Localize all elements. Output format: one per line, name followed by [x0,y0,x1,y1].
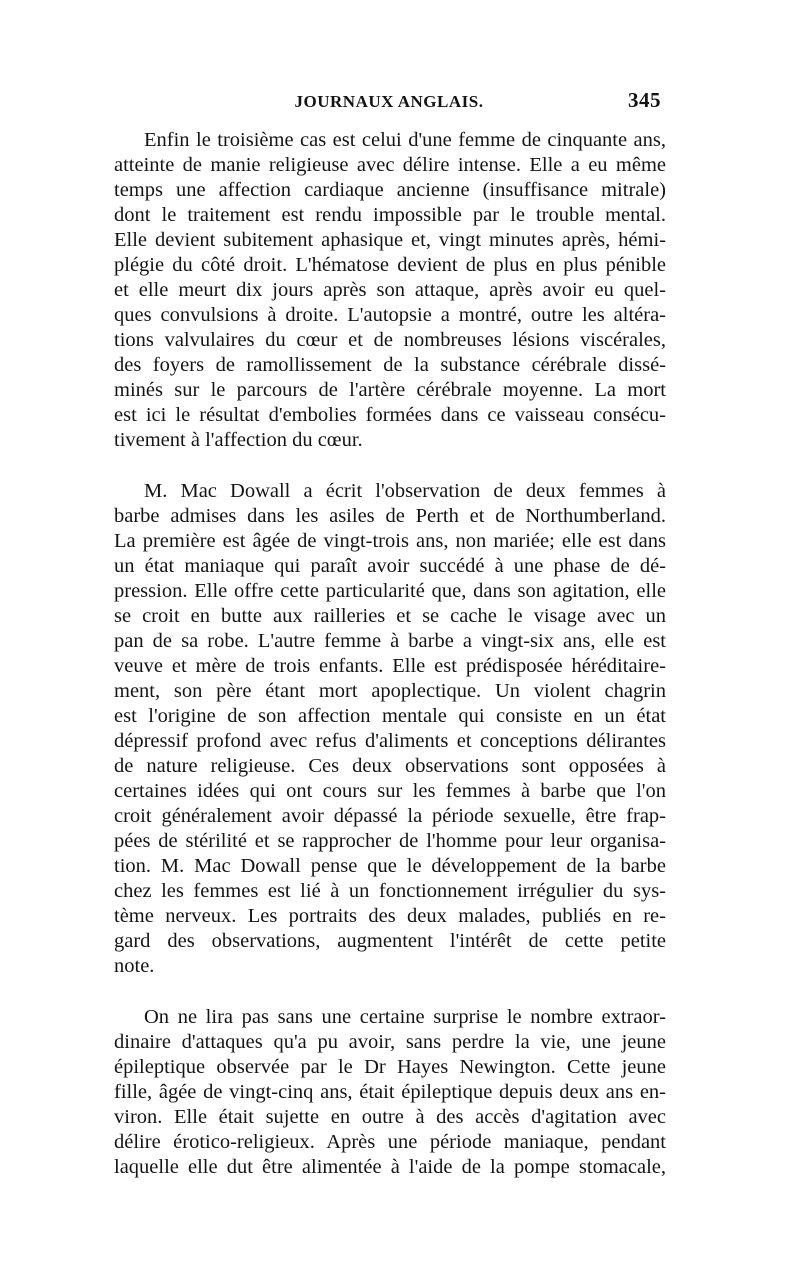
text-line: de nature religieuse. Ces deux observations sont opposées à [114,755,666,777]
text-line: délire érotico-religieux. Après une période maniaque, pendant [114,1131,666,1153]
text-line: temps une affection cardiaque ancienne (insuffisance mitrale) [114,179,666,201]
text-line: pan de sa robe. L'autre femme à barbe a vingt-six ans, elle est [114,630,666,652]
text-line: M. Mac Dowall a écrit l'observation de deux femmes à [144,480,666,502]
running-header [115,90,663,116]
text-line: barbe admises dans les asiles de Perth et de Northumberland. [114,505,666,527]
text-line: note. [114,955,155,977]
paragraph-3 [114,1005,666,1180]
text-line: se croit en butte aux railleries et se cache le visage avec un [114,605,666,627]
text-line: dont le traitement est rendu impossible par le trouble mental. [114,204,666,226]
text-line: pées de stérilité et se rapprocher de l'homme pour leur organisa- [114,830,666,852]
text-line: atteinte de manie religieuse avec délire intense. Elle a eu même [114,154,666,176]
text-line: Elle devient subitement aphasique et, vingt minutes après, hémi- [114,229,666,251]
text-line: minés sur le parcours de l'artère cérébrale moyenne. La mort [114,379,666,401]
page-number: 345 [628,88,661,112]
text-line: veuve et mère de trois enfants. Elle est prédisposée héréditaire- [114,655,666,677]
text-line: certaines idées qui ont cours sur les femmes à barbe que l'on [114,780,666,802]
text-line: La première est âgée de vingt-trois ans, non mariée; elle est dans [114,530,666,552]
text-line: un état maniaque qui paraît avoir succédé à une phase de dé- [114,555,666,577]
text-line: gard des observations, augmentent l'intérêt de cette petite [114,930,666,952]
text-line: et elle meurt dix jours après son attaque, après avoir eu quel- [114,279,666,301]
text-line: des foyers de ramollissement de la substance cérébrale dissé- [114,354,666,376]
body-text [114,128,666,1180]
text-line: tème nerveux. Les portraits des deux malades, publiés en re- [114,905,666,927]
text-line: On ne lira pas sans une certaine surprise le nombre extraor- [144,1006,666,1028]
text-line: plégie du côté droit. L'hématose devient de plus en plus pénible [114,254,666,276]
text-line: tivement à l'affection du cœur. [114,429,363,451]
text-line: Enfin le troisième cas est celui d'une femme de cinquante ans, [144,129,666,151]
text-line: tion. M. Mac Dowall pense que le développement de la barbe [114,855,666,877]
text-line: est l'origine de son affection mentale qui consiste en un état [114,705,666,727]
running-title: JOURNAUX ANGLAIS. [294,92,484,111]
text-line: ques convulsions à droite. L'autopsie a montré, outre les altéra- [114,304,666,326]
text-line: laquelle elle dut être alimentée à l'aide de la pompe stomacale, [114,1156,666,1178]
text-line: chez les femmes est lié à un fonctionnement irrégulier du sys- [114,880,666,902]
text-line: est ici le résultat d'embolies formées dans ce vaisseau consécu- [114,404,666,426]
paragraph-1 [114,128,666,453]
text-line: ment, son père étant mort apoplectique. Un violent chagrin [114,680,666,702]
text-line: croit généralement avoir dépassé la période sexuelle, être frap- [114,805,666,827]
text-line: tions valvulaires du cœur et de nombreuses lésions viscérales, [114,329,666,351]
text-line: dinaire d'attaques qu'a pu avoir, sans perdre la vie, une jeune [114,1031,666,1053]
text-line: viron. Elle était sujette en outre à des accès d'agitation avec [114,1106,666,1128]
text-line: épileptique observée par le Dr Hayes Newington. Cette jeune [114,1056,666,1078]
paragraph-2 [114,479,666,979]
text-line: fille, âgée de vingt-cinq ans, était épileptique depuis deux ans en- [114,1081,666,1103]
text-line: dépressif profond avec refus d'aliments et conceptions délirantes [114,730,666,752]
text-line: pression. Elle offre cette particularité que, dans son agitation, elle [114,580,666,602]
